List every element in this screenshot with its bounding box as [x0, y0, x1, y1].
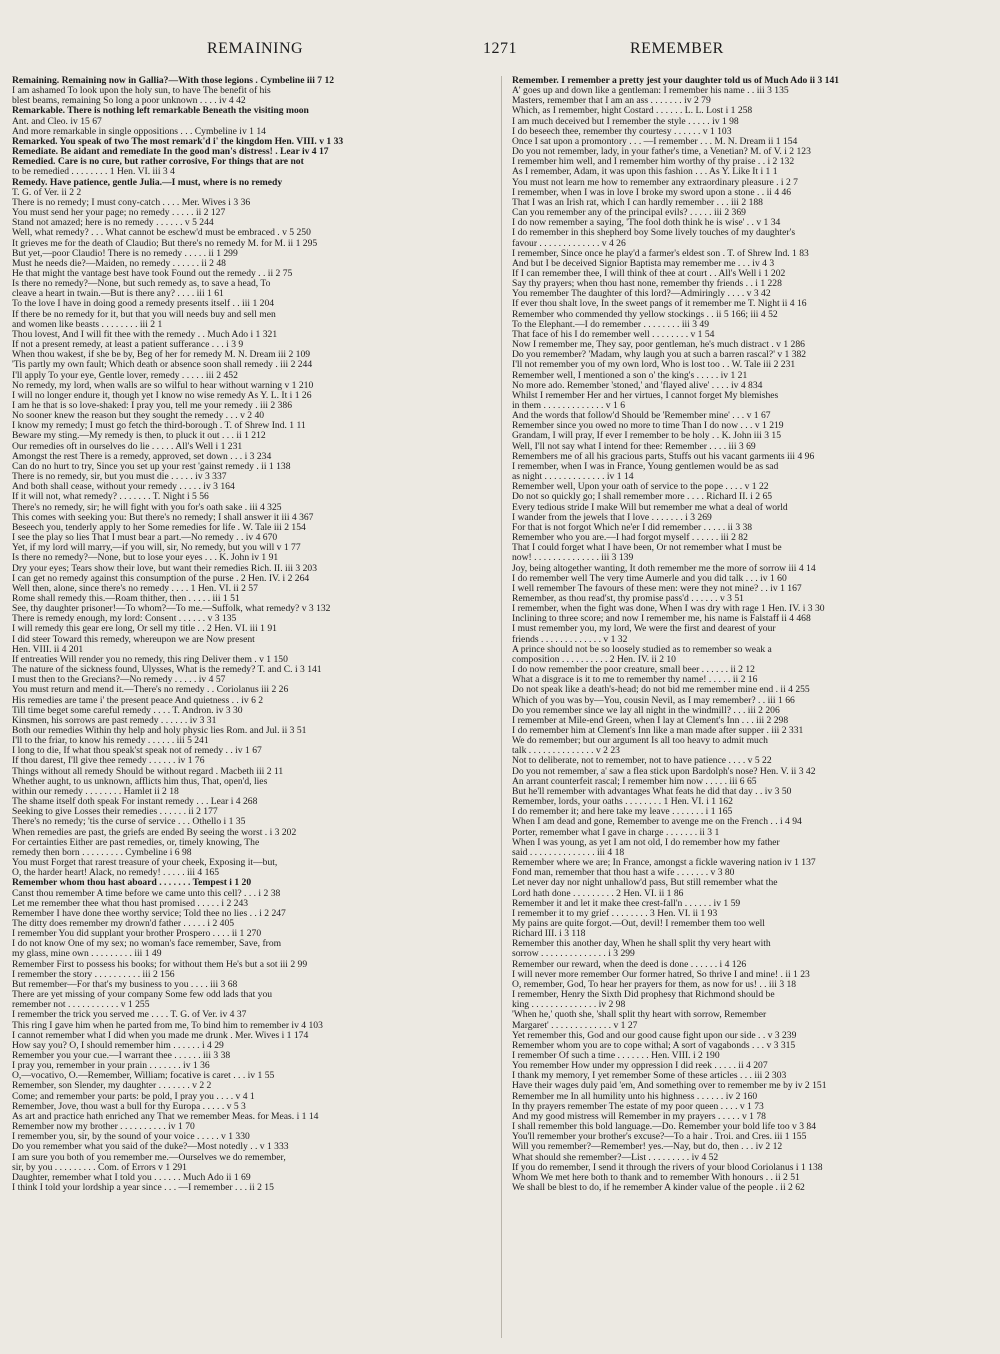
- entry-line: I remember at Mile-end Green, when I lay at Clement's Inn . . . iii 2 298: [512, 715, 789, 726]
- entry-line: Will you remember?—Remember! yes.—Nay, but do, then . . . iv 2 12: [512, 1142, 783, 1153]
- entry-line: When thou wakest, if she be by, Beg of her for remedy M. N. Dream iii 2 109: [12, 350, 311, 361]
- entry-line: I remember, when the fight was done, When I was dry with rage 1 Hen. IV. i 3 30: [512, 604, 825, 615]
- entry-line: I remember him well, and I remember him worthy of thy praise . . i 2 132: [512, 157, 795, 168]
- entry-line: Daughter, remember what I told you . . . . . . Much Ado ii 1 69: [12, 1172, 251, 1183]
- entry-line: There is remedy enough, my lord: Consent . . . . . . v 3 135: [12, 614, 237, 625]
- entry-line: Stand not amazed; here is no remedy . . . . . . v 5 244: [12, 218, 214, 229]
- entry-line: If not a present remedy, at least a patient sufferance . . . i 3 9: [12, 340, 244, 351]
- entry-line: Have their wages duly paid 'em, And something over to remember me by iv 2 151: [512, 1081, 827, 1092]
- entry-line: He that might the vantage best have took Found out the remedy . . ii 2 75: [12, 268, 293, 279]
- entry-headword-line: Remedy. Have patience, gentle Julia.—I must, where is no remedy: [12, 177, 283, 188]
- entry-line: To the Elephant.—I do remember . . . . . . . . iii 3 49: [512, 319, 710, 330]
- entry-line: favour . . . . . . . . . . . . . v 4 26: [512, 238, 626, 249]
- entry-line: king . . . . . . . . . . . . . . iv 2 98: [512, 1000, 626, 1011]
- entry-line: I am sure you both of you remember me.—Ourselves we do remember,: [12, 1152, 286, 1163]
- entry-line: my glass, mine own . . . . . . . . . iii 1 49: [12, 949, 162, 960]
- entry-line: 'When he,' quoth she, 'shall split thy heart with sorrow, Remember: [512, 1010, 767, 1021]
- entry-line: sorrow . . . . . . . . . . . . . . i 3 299: [512, 949, 635, 960]
- entry-line: A prince should not be so loosely studied as to remember so weak a: [512, 644, 772, 655]
- entry-line: Canst thou remember A time before we came unto this cell? . . . i 2 38: [12, 888, 281, 899]
- entry-line: If I can remember thee, I will think of thee at court . . All's Well i 1 202: [512, 268, 786, 279]
- entry-line: If you do remember, I send it through the rivers of your blood Coriolanus i 1 138: [512, 1162, 823, 1173]
- entry-line: Well, I'll not say what I intend for thee: Remember . . . . iii 3 69: [512, 441, 756, 452]
- entry-line: We shall be blest to do, if he remember A kinder value of the people . ii 2 62: [512, 1183, 805, 1194]
- entry-line: But he'll remember with advantages What feats he did that day . . iv 3 50: [512, 786, 792, 797]
- entry-headword-line: Remember whom thou hast aboard . . . . . . . Tempest i 1 20: [12, 878, 252, 889]
- entry-line: Which, as I remember, hight Costard . . . . . . L. L. Lost i 1 258: [512, 106, 753, 117]
- entry-line: No sooner knew the reason but they sought the remedy . . . v 2 40: [12, 411, 265, 422]
- entry-line: Let never day nor night unhallow'd pass, But still remember what the: [512, 878, 778, 889]
- entry-line: I did steer Toward this remedy, whereupon we are Now present: [12, 634, 255, 645]
- entry-line: and women like beasts . . . . . . . . iii 2 1: [12, 319, 163, 330]
- entry-line: Which of you was by—You, cousin Nevil, as I may remember? . . iii 1 66: [512, 695, 795, 706]
- entry-line: O, the harder heart! Alack, no remedy! . . . . . iii 4 165: [12, 868, 220, 879]
- entry-line: Remember our reward, when the deed is done . . . . . . i 4 126: [512, 959, 747, 970]
- entry-line: Remember this another day, When he shall split thy very heart with: [512, 939, 771, 950]
- entry-line: Remember now my brother . . . . . . . . . . iv 1 70: [12, 1122, 195, 1133]
- entry-line: I will never more remember Our former hatred, So thrive I and mine! . ii 1 23: [512, 969, 810, 980]
- entry-line: I well remember The favours of these men: were they not mine? . . iv 1 167: [512, 583, 802, 594]
- entry-line: I think I told your lordship a year since . . . —I remember . . . ii 2 15: [12, 1183, 274, 1194]
- entry-line: I remember, when I was in love I broke my sword upon a stone . . ii 4 46: [512, 187, 792, 198]
- entry-line: Beseech you, tenderly apply to her Some remedies for life . W. Tale iii 2 154: [12, 522, 306, 533]
- entry-line: You must return and mend it.—There's no remedy . . Coriolanus iii 2 26: [12, 685, 289, 696]
- entry-line: Remember, son Slender, my daughter . . . . . . . v 2 2: [12, 1081, 212, 1092]
- entry-line: His remedies are tame i' the present peace And quietness . . iv 6 2: [12, 695, 264, 706]
- entry-line: 'Tis partly my own fault; Which death or absence soon shall remedy . iii 2 244: [12, 360, 313, 371]
- entry-line: I do beseech thee, remember thy courtesy . . . . . . v 1 103: [512, 126, 732, 137]
- entry-line: Do you not remember, a' saw a flea stick upon Bardolph's nose? Hen. V. ii 3 42: [512, 766, 816, 777]
- entry-line: Well then, alone, since there's no remedy . . . . 1 Hen. VI. ii 2 57: [12, 583, 258, 594]
- entry-line: Remember who commended thy yellow stockings . . ii 5 166; iii 4 52: [512, 309, 778, 320]
- entry-line: Remember since you owed no more to time Than I do now . . . v 1 219: [512, 421, 784, 432]
- entry-line: I am much deceived but I remember the style . . . . . iv 1 98: [512, 116, 739, 127]
- entry-line: To the love I have in doing good a remedy presents itself . . iii 1 204: [12, 299, 275, 310]
- entry-line: That I could forget what I have been, Or not remember what I must be: [512, 543, 782, 554]
- entry-line: Do not speak like a death's-head; do not bid me remember mine end . ii 4 255: [512, 685, 810, 696]
- entry-line: This comes with seeking you: But there's no remedy; I shall answer it iii 4 367: [12, 512, 314, 523]
- entry-line: blest beams, remaining So long a poor unknown . . . . iv 4 42: [12, 96, 246, 107]
- entry-line: Till time beget some careful remedy . . . . T. Andron. iv 3 30: [12, 705, 243, 716]
- entry-line: The shame itself doth speak For instant remedy . . . Lear i 4 268: [12, 797, 258, 808]
- entry-line: Well, what remedy? . . . What cannot be eschew'd must be embraced . v 5 250: [12, 228, 311, 239]
- entry-line: Yet remember this, God and our good cause fight upon our side . . v 3 239: [512, 1030, 797, 1041]
- entry-line: Yet, if my lord will marry,—if you will, sir, No remedy, but you will v 1 77: [12, 543, 301, 554]
- entry-line: As art and practice hath enriched any That we remember Meas. for Meas. i 1 14: [12, 1111, 319, 1122]
- entry-line: Seeking to give Losses their remedies . . . . . . ii 2 177: [12, 807, 218, 818]
- right-column: [512, 76, 986, 1338]
- header-right-word: REMEMBER: [630, 40, 724, 57]
- entry-line: Remember where we are; In France, amongst a fickle wavering nation iv 1 137: [512, 858, 816, 869]
- entry-line: I do not know One of my sex; no woman's face remember, Save, from: [12, 939, 282, 950]
- entry-line: Both our remedies Within thy help and holy physic lies Rom. and Jul. ii 3 51: [12, 726, 307, 736]
- entry-line: now! . . . . . . . . . . . . . . iii 3 139: [512, 553, 634, 564]
- entry-line: Remember who you are.—I had forgot myself . . . . . . iii 2 82: [512, 533, 748, 544]
- entry-line: I do now remember the poor creature, small beer . . . . . . ii 2 12: [512, 665, 755, 676]
- entry-line: I shall remember this bold language.—Do. Remember your bold life too v 3 84: [512, 1122, 817, 1133]
- entry-line: Remember you your cue.—I warrant thee . . . . . . iii 3 38: [12, 1051, 231, 1061]
- entry-line: Do you not remember, lady, in your father's time, a Venetian? M. of V. i 2 123: [512, 147, 811, 158]
- entry-line: within our remedy . . . . . . . . Hamlet ii 2 18: [12, 786, 179, 797]
- entry-line: Come; and remember your parts: be pold, I pray you . . . . v 4 1: [12, 1091, 255, 1102]
- entry-line: For certainties Either are past remedies, or, timely knowing, The: [12, 837, 260, 848]
- entry-line: Grandam, I will pray, If ever I remember to be holy . . K. John iii 3 15: [512, 431, 781, 442]
- running-header: [0, 40, 1000, 64]
- entry-line: O, remember, God, To hear her prayers for them, as now for us! . . iii 3 18: [512, 979, 797, 990]
- entry-line: It grieves me for the death of Claudio; But there's no remedy M. for M. ii 1 295: [12, 238, 318, 249]
- entry-line: If thou darest, I'll give thee remedy . . . . . . iv 1 76: [12, 756, 205, 767]
- entry-line: I'll to the friar, to know his remedy . . . . . . iii 5 241: [12, 736, 209, 747]
- entry-line: Remember well, I mentioned a son o' the king's . . . . . iv 1 21: [512, 370, 748, 381]
- entry-line: Lord hath done . . . . . . . . . 2 Hen. VI. ii 1 86: [512, 888, 684, 899]
- column-divider: [501, 76, 502, 1338]
- entry-line: I can get no remedy against this consumption of the purse . 2 Hen. IV. i 2 264: [12, 573, 310, 584]
- entry-line: In thy prayers remember The estate of my poor queen . . . . v 1 73: [512, 1101, 764, 1112]
- entry-line: in them . . . . . . . . . . . . . v 1 6: [512, 401, 625, 411]
- entry-line: I do remember it; and here take my leave . . . . . . . i 1 165: [512, 807, 733, 818]
- entry-line: If there be no remedy for it, but that you will needs buy and sell men: [12, 309, 276, 320]
- entry-line: An arrant counterfeit rascal; I remember him now . . . . . iii 6 65: [512, 776, 757, 787]
- entry-line: No more ado. Remember 'stoned,' and 'flayed alive' . . . . iv 4 834: [512, 380, 763, 391]
- entry-line: I remember, when I was in France, Young gentlemen would be as sad: [512, 461, 779, 472]
- entry-line: I remember the story . . . . . . . . . . iii 2 156: [12, 969, 175, 980]
- entry-line: Hen. VIII. ii 4 201: [12, 644, 84, 655]
- entry-line: I do now remember a saying, 'The fool doth think he is wise' . . v 1 34: [512, 218, 781, 229]
- entry-line: Remember First to possess his books; for without them He's but a sot iii 2 99: [12, 959, 308, 970]
- entry-line: Not to deliberate, not to remember, not to have patience . . . . v 5 22: [512, 756, 772, 767]
- entry-line: I will no longer endure it, though yet I know no wise remedy As Y. L. It i 1 26: [12, 390, 312, 401]
- entry-line: O,—vocativo, O.—Remember, William; focative is caret . . . iv 1 55: [12, 1071, 275, 1082]
- entry-line: Beware my sting.—My remedy is then, to pluck it out . . . ii 1 212: [12, 431, 266, 442]
- entry-line: I see the play so lies That I must bear a part.—No remedy . . iv 4 670: [12, 533, 278, 544]
- entry-line: Say thy prayers; when thou hast none, remember thy friends . . i 1 228: [512, 279, 782, 290]
- entry-line: I do remember him at Clement's Inn like a man made after supper . iii 2 331: [512, 726, 804, 736]
- entry-line: Now I remember me, They say, poor gentleman, he's much distract . v 1 286: [512, 340, 805, 351]
- entry-line: I remember, Since once he play'd a farmer's eldest son . T. of Shrew Ind. 1 83: [512, 248, 809, 259]
- entry-line: There are yet missing of your company Some few odd lads that you: [12, 990, 273, 1001]
- header-left-word: REMAINING: [207, 40, 304, 57]
- entry-line: Things without all remedy Should be without regard . Macbeth iii 2 11: [12, 766, 284, 777]
- entry-headword-line: Remedied. Care is no cure, but rather corrosive, For things that are not: [12, 157, 304, 168]
- entry-line: You'll remember your brother's excuse?—To a hair . Troi. and Cres. iii 1 155: [512, 1132, 807, 1143]
- entry-line: Remember whom you are to cope withal; A sort of vagabonds . . . v 3 315: [512, 1040, 796, 1051]
- entry-line: How say you? O, I should remember him . . . . . . i 4 29: [12, 1040, 224, 1051]
- entry-line: Can you remember any of the principal evils? . . . . . iii 2 369: [512, 208, 746, 219]
- entry-line: remember not . . . . . . . . . . . v 1 255: [12, 1000, 150, 1011]
- entry-line: remedy then born . . . . . . . . . Cymbeline i 6 98: [12, 847, 192, 858]
- entry-line: I do remember well The very time Aumerle and you did talk . . . iv 1 60: [512, 573, 787, 584]
- entry-line: Inclining to three score; and now I remember me, his name is Falstaff ii 4 468: [512, 614, 811, 625]
- entry-line: Whether aught, to us unknown, afflicts him thus, That, open'd, lies: [12, 776, 268, 787]
- entry-line: Amongst the rest There is a remedy, approved, set down . . . i 3 234: [12, 451, 272, 462]
- entry-line: I wander from the jewels that I love . . . . . . . i 3 269: [512, 512, 712, 523]
- entry-line: I cannot remember what I did when you made me drunk . Mer. Wives i 1 174: [12, 1030, 309, 1041]
- entry-line: Ant. and Cleo. iv 15 67: [12, 116, 102, 127]
- entry-line: T. G. of Ver. ii 2 2: [12, 187, 82, 198]
- entry-line: I am ashamed To look upon the holy sun, to have The benefit of his: [12, 86, 271, 97]
- entry-line: If entreaties Will render you no remedy, this ring Deliver them . v 1 150: [12, 654, 288, 665]
- entry-line: Do not so quickly go; I shall remember more . . . . Richard II. i 2 65: [512, 492, 773, 503]
- entry-line: And more remarkable in single oppositions . . . Cymbeline iv 1 14: [12, 126, 266, 137]
- entry-line: I must remember you, my lord, We were the first and dearest of your: [512, 624, 776, 635]
- entry-line: Do you remember what you said of the duke?—Most notedly . . v 1 333: [12, 1142, 289, 1153]
- entry-line: That I was an Irish rat, which I can hardly remember . . . iii 2 188: [512, 197, 763, 208]
- entry-line: And my good mistress will Remember in my prayers . . . . . v 1 78: [512, 1111, 766, 1122]
- entry-line: Thou lovest, And I will fit thee with the remedy . . Much Ado i 1 321: [12, 329, 278, 340]
- entry-line: I long to die, If what thou speak'st speak not of remedy . . iv 1 67: [12, 746, 262, 757]
- entry-headword-line: Remember. I remember a pretty jest your daughter told us of Much Ado ii 3 141: [512, 76, 840, 86]
- entry-line: And but I be deceived Signior Baptista may remember me . . . iv 4 3: [512, 258, 775, 269]
- entry-line: I remember the trick you served me . . . . T. G. of Ver. iv 4 37: [12, 1010, 247, 1021]
- entry-line: to be remedied . . . . . . . . 1 Hen. VI. iii 3 4: [12, 167, 175, 178]
- entry-line: Whilst I remember Her and her virtues, I cannot forget My blemishes: [512, 390, 779, 401]
- entry-line: If it will not, what remedy? . . . . . . . T. Night i 5 56: [12, 492, 209, 503]
- entry-line: I will remedy this gear ere long, Or sell my title . . 2 Hen. VI. iii 1 91: [12, 624, 277, 635]
- entry-line: Do you remember? 'Madam, why laugh you at such a barren rascal?' v 1 382: [512, 350, 807, 361]
- entry-line: Remember me In all humility unto his highness . . . . . . iv 2 160: [512, 1091, 758, 1102]
- entry-line: Once I sat upon a promontory . . . —I remember . . . M. N. Dream ii 1 154: [512, 136, 798, 147]
- entry-line: I do remember in this shepherd boy Some lively touches of my daughter's: [512, 228, 796, 239]
- entry-line: And the words that follow'd Should be 'Remember mine' . . . v 1 67: [512, 411, 771, 422]
- entry-line: You remember How under my oppression I did reek . . . . . ii 4 207: [512, 1061, 768, 1072]
- entry-line: I remember, Henry the Sixth Did prophesy that Richmond should be: [512, 990, 775, 1001]
- entry-line: composition . . . . . . . . . . 2 Hen. IV. ii 2 10: [512, 654, 676, 665]
- entry-line: You must not learn me how to remember any extraordinary pleasure . i 2 7: [512, 177, 798, 188]
- entry-headword-line: Remediate. Be aidant and remediate In the good man's distress! . Lear iv 4 17: [12, 147, 329, 158]
- entry-line: Is there no remedy?—None, but to lose your eyes . . . K. John iv 1 91: [12, 553, 279, 564]
- entry-line: I'll apply To your eye, Gentle lover, remedy . . . . . iii 2 452: [12, 370, 238, 381]
- entry-line: And both shall cease, without your remedy . . . . . iv 3 164: [12, 482, 235, 493]
- page-number: 1271: [483, 40, 517, 57]
- entry-line: Remembers me of all his gracious parts, Stuffs out his vacant garments iii 4 96: [512, 451, 815, 462]
- entry-line: Dry your eyes; Tears show their love, but want their remedies Rich. II. iii 3 203: [12, 563, 318, 574]
- entry-line: I remember You did supplant your brother Prospero . . . . ii 1 270: [12, 929, 262, 940]
- entry-line: Remember, Jove, thou wast a bull for thy Europa . . . . . v 5 3: [12, 1101, 246, 1112]
- entry-line: But remember—For that's my business to you . . . . iii 3 68: [12, 979, 238, 990]
- entry-line: Rome shall remedy this.—Roam thither, then . . . . . iii 1 51: [12, 593, 240, 604]
- left-column: [12, 76, 486, 1338]
- entry-line: Joy, being altogether wanting, It doth remember me the more of sorrow iii 4 14: [512, 563, 816, 574]
- entry-line: You must Forget that rarest treasure of your cheek, Exposing it—but,: [12, 858, 278, 869]
- entry-line: Porter, remember what I gave in charge . . . . . . . ii 3 1: [512, 827, 720, 838]
- entry-line: See, thy daughter prisoner!—To whom?—To me.—Suffolk, what remedy? v 3 132: [12, 604, 331, 615]
- entry-line: Kinsmen, his sorrows are past remedy . . . . . . iv 3 31: [12, 715, 217, 726]
- entry-line: No remedy, my lord, when walls are so wilful to hear without warning v 1 210: [12, 380, 314, 391]
- entry-line: I remember you, sir, by the sound of your voice . . . . . v 1 330: [12, 1132, 250, 1143]
- entry-line: There is no remedy, sir, but you must die . . . . . iv 3 337: [12, 472, 227, 483]
- entry-line: I must then to the Grecians?—No remedy . . . . . iv 4 57: [12, 675, 226, 686]
- entry-headword-line: Remarked. You speak of two The most remark'd i' the kingdom Hen. VIII. v 1 33: [12, 136, 344, 147]
- entry-line: Remember it and let it make thee crest-fall'n . . . . . . iv 1 59: [512, 898, 741, 909]
- entry-line: Can do no hurt to try, Since you set up your rest 'gainst remedy . ii 1 138: [12, 461, 291, 472]
- entry-line: What should she remember?—List . . . . . . . . . iv 4 52: [512, 1152, 719, 1163]
- entry-line: Whom We met here both to thank and to remember With honours . . ii 2 51: [512, 1172, 800, 1183]
- entry-line: There's no remedy; 'tis the curse of service . . . Othello i 1 35: [12, 817, 246, 828]
- entry-headword-line: Remarkable. There is nothing left remarkable Beneath the visiting moon: [12, 106, 309, 117]
- entry-line: I remember Of such a time . . . . . . . Hen. VIII. i 2 190: [512, 1051, 720, 1061]
- entry-line: sir, by you . . . . . . . . . Com. of Errors v 1 291: [12, 1162, 187, 1173]
- entry-line: When I am dead and gone, Remember to avenge me on the French . . i 4 94: [512, 817, 802, 828]
- entry-line: said . . . . . . . . . . . . . . iii 4 18: [512, 847, 625, 858]
- entry-line: When I was young, as yet I am not old, I do remember how my father: [512, 837, 780, 848]
- entry-line: This ring I gave him when he parted from me, To bind him to remember iv 4 103: [12, 1020, 323, 1031]
- entry-line: talk . . . . . . . . . . . . . . v 2 23: [512, 746, 620, 757]
- entry-line: Fond man, remember that thou hast a wife . . . . . . . v 3 80: [512, 868, 735, 879]
- entry-line: Is there no remedy?—None, but such remedy as, to save a head, To: [12, 279, 271, 290]
- entry-line: Remember, as thou read'st, thy promise pass'd . . . . . . v 3 51: [512, 593, 744, 604]
- entry-line: When remedies are past, the griefs are ended By seeing the worst . i 3 202: [12, 827, 297, 838]
- entry-line: Must he needs die?—Maiden, no remedy . . . . . . ii 2 48: [12, 258, 226, 269]
- entry-line: As I remember, Adam, it was upon this fashion . . . As Y. Like It i 1 1: [512, 167, 778, 178]
- entry-line: What a disgrace is it to me to remember thy name! . . . . . ii 2 16: [512, 675, 758, 686]
- entry-line: There's no remedy, sir; he will fight with you for's oath sake . iii 4 325: [12, 502, 282, 513]
- entry-line: Every tedious stride I make Will but remember me what a deal of world: [512, 502, 788, 513]
- entry-line: I'll not remember you of my own lord, Who is lost too . . W. Tale iii 2 231: [512, 360, 796, 371]
- entry-headword-line: Remaining. Remaining now in Gallia?—With those legions . Cymbeline iii 7 12: [12, 76, 335, 86]
- entry-line: You must send her your page; no remedy . . . . . ii 2 127: [12, 208, 226, 219]
- entry-line: cleave a heart in twain.—But is there any? . . . . iii 1 61: [12, 289, 224, 300]
- entry-line: My pains are quite forgot.—Out, devil! I remember them too well: [512, 918, 765, 929]
- entry-line: Richard III. i 3 118: [512, 929, 586, 940]
- entry-line: I thank my memory, I yet remember Some of these articles . . . iii 2 303: [512, 1071, 787, 1082]
- entry-line: The ditty does remember my drown'd father . . . . . i 2 405: [12, 918, 235, 929]
- entry-line: as night . . . . . . . . . . . . . iv 1 14: [512, 472, 634, 483]
- entry-line: Remember well, Upon your oath of service to the pope . . . . v 1 22: [512, 482, 769, 493]
- entry-line: Margaret' . . . . . . . . . . . . . v 1 27: [512, 1020, 638, 1031]
- entry-line: Remember I have done thee worthy service; Told thee no lies . . i 2 247: [12, 908, 286, 919]
- entry-line: We do remember; but our argument Is all too heavy to admit much: [512, 736, 768, 747]
- entry-line: Let me remember thee what thou hast promised . . . . . i 2 243: [12, 898, 249, 909]
- entry-line: Remember, lords, your oaths . . . . . . . . 1 Hen. VI. i 1 162: [512, 797, 733, 808]
- entry-line: Do you remember since we lay all night in the windmill? . . . iii 2 206: [512, 705, 780, 716]
- entry-line: Masters, remember that I am an ass . . . . . . . iv 2 79: [512, 96, 711, 107]
- entry-line: There is no remedy; I must cony-catch . . . . Mer. Wives i 3 36: [12, 197, 251, 208]
- entry-line: I remember it to my grief . . . . . . . . 3 Hen. VI. ii 1 93: [512, 908, 718, 919]
- entry-line: But yet,—poor Claudio! There is no remedy . . . . . ii 1 299: [12, 248, 238, 259]
- entry-line: That face of his I do remember well . . . . . . . . v 1 54: [512, 329, 715, 340]
- entry-line: I know my remedy; I must go fetch the third-borough . T. of Shrew Ind. 1 11: [12, 421, 306, 432]
- entry-line: A' goes up and down like a gentleman: I remember his name . . iii 3 135: [512, 86, 789, 97]
- entry-line: friends . . . . . . . . . . . . . v 1 32: [512, 634, 628, 645]
- entry-line: I am he that is so love-shaked: I pray you, tell me your remedy . iii 2 386: [12, 401, 293, 411]
- entry-line: Our remedies oft in ourselves do lie . . . . . All's Well i 1 231: [12, 441, 243, 452]
- entry-line: The nature of the sickness found, Ulysses, What is the remedy? T. and C. i 3 141: [12, 665, 322, 676]
- entry-line: If ever thou shalt love, In the sweet pangs of it remember me T. Night ii 4 16: [512, 299, 807, 310]
- entry-line: You remember The daughter of this lord?—Admiringly . . . . v 3 42: [512, 289, 771, 300]
- entry-line: For that is not forgot Which ne'er I did remember . . . . . ii 3 38: [512, 522, 753, 533]
- entry-line: I pray you, remember in your prain . . . . . . . iv 1 36: [12, 1061, 210, 1072]
